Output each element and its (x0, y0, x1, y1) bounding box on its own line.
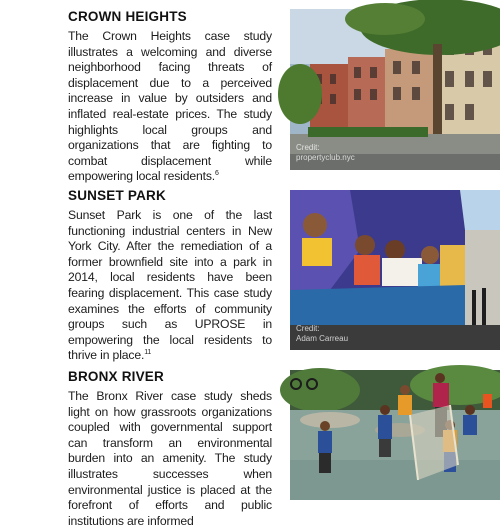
section-sunset-park (68, 188, 272, 364)
photo-sunset-park (290, 190, 500, 350)
footnote-marker: 11 (144, 349, 152, 357)
section-bronx-river (68, 369, 272, 529)
section-body: The Crown Heights case study illustrates a welcoming and diverse neighborhood facing threats of displacement due to a perceived increase in value by outsiders and inflated real-estate prices. The study highlights local groups and organizations that are fighting to combat displacement while empowering local residents.$^6$ (68, 29, 272, 184)
photo-credit: Credit: propertyclub.nyc (296, 143, 355, 162)
section-heading: BRONX RIVER (68, 369, 164, 384)
section-heading: SUNSET PARK (68, 188, 166, 203)
footnote-marker: 6 (215, 170, 219, 178)
section-body: The Bronx River case study sheds light on how grassroots organizations coupled with governmental support can transform an environmental burden into an amenity. The study illustrates successes when environmental justice is placed at the forefront of efforts and public institutions are informed (68, 389, 272, 528)
section-body: Sunset Park is one of the last functioning industrial centers in New York City. After the remediation of a former brownfield site into a park in 2014, local residents have been fearing displacement. This case study examines the efforts of community groups such as UPROSE in empowering the local residents to thrive in place.$^{11}$ (68, 208, 272, 363)
photo-bronx-river (290, 370, 500, 500)
section-crown-heights (68, 9, 272, 185)
section-heading: CROWN HEIGHTS (68, 9, 187, 24)
photo-crown-heights (290, 9, 500, 170)
river-cleanup-image (290, 370, 500, 500)
photo-credit: Credit: Adam Carreau (296, 324, 349, 343)
